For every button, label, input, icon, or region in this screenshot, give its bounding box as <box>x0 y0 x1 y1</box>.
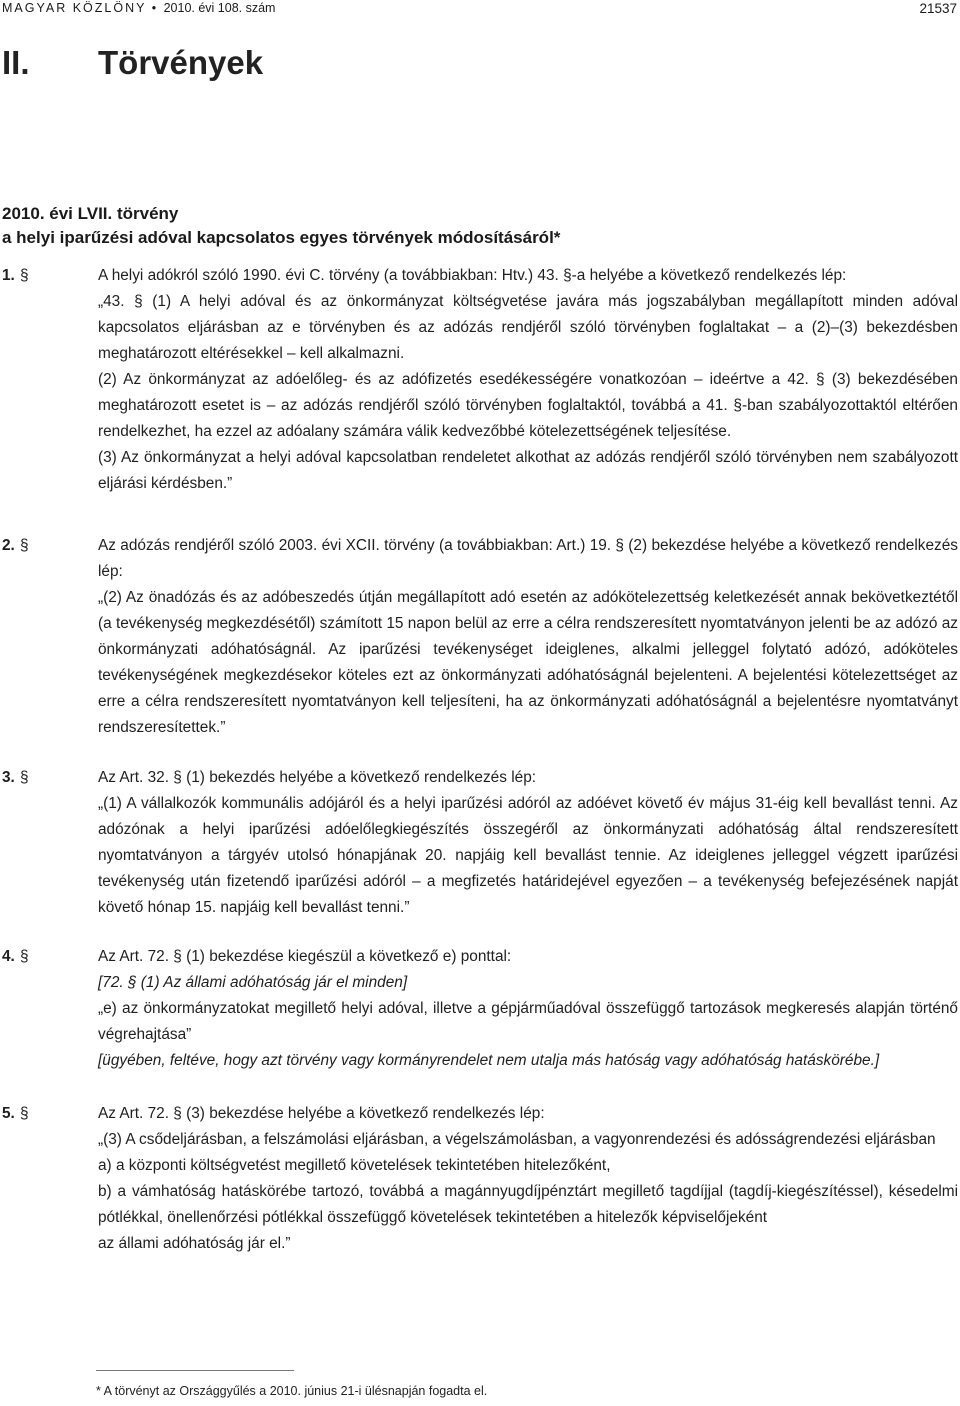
amendment-text: „e) az önkormányzatokat megillető helyi adóval, illetve a gépjárműadóval összefüggő tartozások megkeresés alapján történő végrehajtása” <box>98 1000 958 1043</box>
section-number: II. <box>2 44 30 81</box>
section-title: Törvények <box>98 44 264 81</box>
paragraph-sign: § <box>20 1105 29 1122</box>
journal-name: MAGYAR KÖZLÖNY <box>2 1 147 15</box>
amendment-text: „(3) A csődeljárásban, a felszámolási eljárásban, a végelszámolásban, a vagyonrendezési és adósságrendezési eljárásban <box>98 1131 936 1148</box>
section-2 <box>2 533 958 741</box>
footnote: * A törvényt az Országgyűlés a 2010. június 21-i ülésnapján fogadta el. <box>96 1384 488 1398</box>
context-text: [ügyében, feltéve, hogy azt törvény vagy kormányrendelet nem utalja más hatóság vagy adóhatóság hatáskörébe.] <box>98 1052 880 1069</box>
section-number-label: 5. <box>2 1105 15 1122</box>
footnote-divider <box>96 1370 294 1371</box>
amendment-text: „43. § (1) A helyi adóval és az önkormányzat költségvetése javára más jogszabályban megállapított minden adóval kapcsolatos eljárásban az e törvényben és az adózás rendjéről szóló törvényben foglaltakat – a (2)–(3) bekezdésben meghatározott eltérésekkel – kell alkalmazni. <box>98 293 958 362</box>
context-text: [72. § (1) Az állami adóhatóság jár el minden] <box>98 974 408 991</box>
list-item: a) a központi költségvetést megillető követelések tekintetében hitelezőként, <box>98 1157 611 1174</box>
paragraph-sign: § <box>20 948 29 965</box>
section-number-label: 1. <box>2 267 15 284</box>
amendment-text: (2) Az önkormányzat az adóelőleg- és az adófizetés esedékességére vonatkozóan – ideértve a 42. § (3) bekezdésében meghatározott esetet is – az adózás rendjéről szóló törvényben foglaltaktól, továbbá a 41. §-ban szabályozottaktól eltérően rendelkezhet, ha ezzel az adóalany számára válik kedvezőbbé kötelezettségének teljesítése. <box>98 371 958 440</box>
page-number: 21537 <box>919 1 957 16</box>
list-item: b) a vámhatóság hatáskörébe tartozó, továbbá a magánnyugdíjpénztárt megillető tagdíjjal (tagdíj-kiegészítéssel), késedelmi pótlékkal, önellenőrzési pótlékkal összefüggő követelések tekintetében a hitelezők képviselőjeként <box>98 1183 958 1226</box>
section-number-label: 4. <box>2 948 15 965</box>
paragraph-sign: § <box>20 267 29 284</box>
amendment-text: (3) Az önkormányzat a helyi adóval kapcsolatban rendeletet alkothat az adózás rendjéről szóló törvényben nem szabályozott eljárási kérdésben.” <box>98 449 958 492</box>
section-4 <box>2 944 958 1074</box>
section-intro: Az adózás rendjéről szóló 2003. évi XCII. törvény (a továbbiakban: Art.) 19. § (2) bekezdése helyébe a következő rendelkezés lép: <box>98 537 958 580</box>
issue-label: 2010. évi 108. szám <box>163 1 276 15</box>
section-number-label: 2. <box>2 537 15 554</box>
amendment-text: „(1) A vállalkozók kommunális adójáról és a helyi iparűzési adóról az adóévet követő év május 31-éig kell bevallást tenni. Az adózónak a helyi iparűzési adóelőlegkiegészítés összegéről az önkormányzati adóhatóság által rendszeresített nyomtatványon a tárgyév utolsó hónapjának 20. napjáig kell bevallást tennie. Az ideiglenes jelleggel végzett iparűzési tevékenység után fizetendő iparűzési adóról – a megfizetés határidejével egyezően – a tevékenység befejezésének napját követő hónap 15. napjáig kell bevallást tenni.” <box>98 795 958 916</box>
section-intro: Az Art. 32. § (1) bekezdés helyébe a következő rendelkezés lép: <box>98 769 537 786</box>
running-header <box>2 1 957 17</box>
amendment-text: az állami adóhatóság jár el.” <box>98 1235 291 1252</box>
law-title <box>2 202 560 250</box>
section-intro: A helyi adókról szóló 1990. évi C. törvény (a továbbiakban: Htv.) 43. §-a helyébe a következő rendelkezés lép: <box>98 267 847 284</box>
section-3 <box>2 765 958 921</box>
section-intro: Az Art. 72. § (3) bekezdése helyébe a következő rendelkezés lép: <box>98 1105 545 1122</box>
header-bullet: • <box>151 1 159 15</box>
section-5 <box>2 1101 958 1257</box>
section-1 <box>2 263 958 497</box>
amendment-text: „(2) Az önadózás és az adóbeszedés útján megállapított adó esetén az adókötelezettség keletkezését annak bekövetkeztétől (a tevékenység megkezdésétől) számított 15 napon belül az erre a célra rendszeresített nyomtatványon jelenti be az adózó az önkormányzati adóhatóságnál. Az iparűzési tevékenységet ideiglenes, alkalmi jelleggel folytató adózó, adóköteles tevékenységének megkezdésekor köteles ezt az önkormányzati adóhatóságnál bejelenteni. A bejelentési kötelezettséget az erre a célra rendszeresített nyomtatványon kell teljesíteni, ha az önkormányzati adóhatóságnál a bejelentésre nyomtatványt rendszeresítettek.” <box>98 589 958 736</box>
section-intro: Az Art. 72. § (1) bekezdése kiegészül a következő e) ponttal: <box>98 948 512 965</box>
paragraph-sign: § <box>20 537 29 554</box>
law-title-line2: a helyi iparűzési adóval kapcsolatos egyes törvények módosításáról* <box>2 228 561 247</box>
section-number-label: 3. <box>2 769 15 786</box>
law-title-line1: 2010. évi LVII. törvény <box>2 204 179 223</box>
paragraph-sign: § <box>20 769 29 786</box>
